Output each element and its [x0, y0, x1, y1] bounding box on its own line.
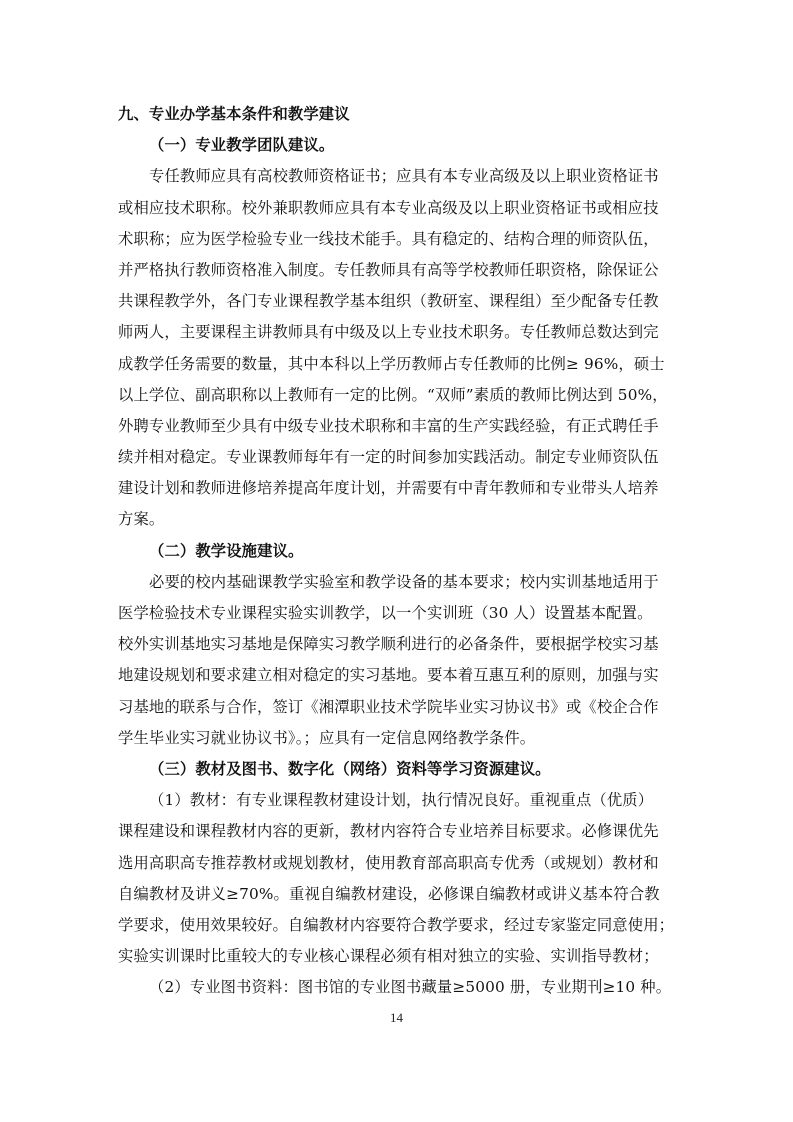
paragraph-line: 习基地的联系与合作，签订《湘潭职业技术学院毕业实习协议书》或《校企合作: [118, 697, 659, 716]
paragraph-line: 课程建设和课程教材内容的更新，教材内容符合专业培养目标要求。必修课优先: [118, 822, 659, 841]
paragraph-line: 地建设规划和要求建立相对稳定的实习基地。要本着互惠互利的原则，加强与实: [118, 666, 659, 685]
paragraph-line: 学生毕业实习就业协议书》。；应具有一定信息网络教学条件。: [118, 728, 536, 747]
paragraph-line: 医学检验技术专业课程实验实训教学，以一个实训班（30 人）设置基本配置。: [118, 604, 653, 622]
paragraph-line: 成教学任务需要的数量，其中本科以上学历教师占专任教师的比例≥ 96%，硕士: [118, 354, 665, 373]
paragraph-line: 续并相对稳定。专业课教师每年有一定的时间参加实践活动。制定专业师资队伍: [118, 448, 659, 467]
paragraph-line: 选用高职高专推荐教材或规划教材，使用教育部高职高专优秀（或规划）教材和: [118, 853, 659, 872]
page-body: [118, 99, 678, 1003]
paragraph-line: 或相应技术职称。校外兼职教师应具有本专业高级及以上职业资格证书或相应技: [118, 198, 659, 217]
paragraph-line: （1）教材：有专业课程教材建设计划，执行情况良好。重视重点（优质）: [149, 791, 654, 810]
paragraph-facilities: [118, 567, 678, 754]
paragraph-line: 校外实训基地实习基地是保障实习教学顺利进行的必备条件，要根据学校实习基: [118, 635, 659, 654]
paragraph-line: 必要的校内基础课教学实验室和教学设备的基本要求；校内实训基地适用于: [149, 572, 659, 591]
paragraph-line: 建设计划和教师进修培养提高年度计划，并需要有中青年教师和专业带头人培养: [118, 479, 659, 498]
paragraph-line: 专任教师应具有高校教师资格证书；应具有本专业高级及以上职业资格证书: [149, 167, 659, 186]
paragraph-line: 外聘专业教师至少具有中级专业技术职称和丰富的生产实践经验，有正式聘任手: [118, 416, 659, 435]
paragraph-line: 实验实训课时比重较大的专业核心课程必须有相对独立的实验、实训指导教材；: [118, 947, 659, 966]
paragraph-line: 学要求，使用效果较好。自编教材内容要符合教学要求，经过专家鉴定同意使用；: [118, 915, 675, 934]
paragraph-line: 并严格执行教师资格准入制度。专任教师具有高等学校教师任职资格，除保证公: [118, 260, 659, 279]
paragraph-line: 师两人，主要课程主讲教师具有中级及以上专业技术职务。专任教师总数达到完: [118, 323, 659, 342]
subsection-title-learning-resources: （三）教材及图书、数字化（网络）资料等学习资源建议。: [149, 759, 551, 778]
paragraph-line: 术职称；应为医学检验专业一线技术能手。具有稳定的、结构合理的师资队伍，: [118, 229, 659, 248]
paragraph-line: 以上学位、副高职称以上教师有一定的比例。“双师”素质的教师比例达到 50%，: [118, 385, 668, 404]
paragraph-line: 自编教材及讲义≥70%。重视自编教材建设，必修课自编教材或讲义基本符合教: [118, 884, 660, 903]
paragraph-line: 方案。: [118, 510, 165, 529]
subsection-title-teaching-team: （一）专业教学团队建议。: [149, 136, 335, 155]
subsection-title-facilities: （二）教学设施建议。: [149, 541, 304, 560]
paragraph-teaching-team: [118, 161, 678, 535]
paragraph-learning-resources: [118, 785, 678, 1003]
section-heading: 九、专业办学基本条件和教学建议: [118, 105, 350, 123]
paragraph-line: （2）专业图书资料：图书馆的专业图书藏量≥5000 册，专业期刊≥10 种。: [149, 978, 672, 997]
page-number: 14: [390, 1010, 403, 1025]
paragraph-line: 共课程教学外，各门专业课程教学基本组织（教研室、课程组）至少配备专任教: [118, 292, 659, 311]
